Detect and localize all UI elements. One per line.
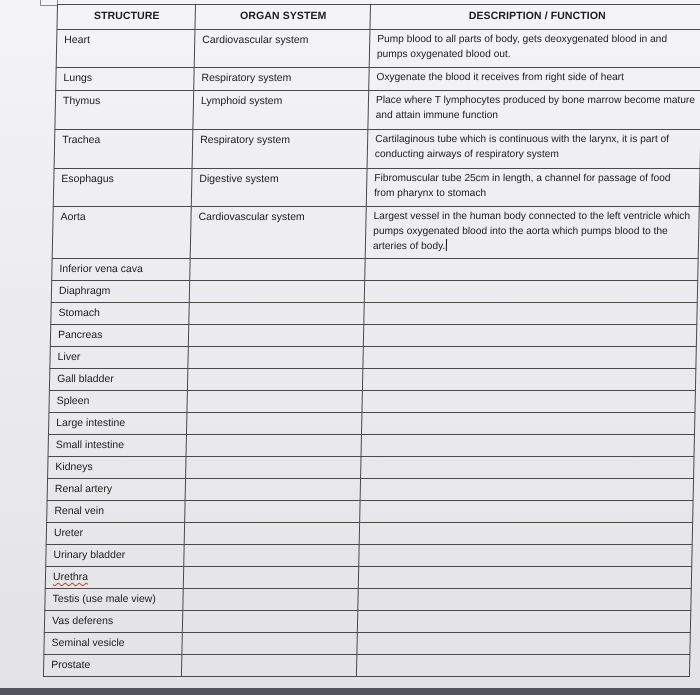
structure-text: Urinary bladder <box>53 549 126 561</box>
description-cell[interactable] <box>368 91 700 130</box>
description-cell[interactable] <box>358 567 691 589</box>
table-row <box>48 457 694 479</box>
organ-system-text: Respiratory system <box>200 134 291 146</box>
table-row <box>45 589 691 611</box>
structure-cell[interactable] <box>54 130 193 169</box>
description-cell[interactable] <box>369 30 700 68</box>
structure-cell[interactable] <box>47 479 185 501</box>
table-row <box>51 303 697 325</box>
table-row <box>50 325 696 347</box>
structure-text: Large intestine <box>56 417 126 429</box>
organ-system-cell[interactable] <box>187 369 362 391</box>
structure-cell[interactable] <box>55 91 194 130</box>
organ-system-cell[interactable] <box>191 169 367 207</box>
table-row <box>46 545 692 567</box>
header-row <box>57 5 700 30</box>
description-cell[interactable] <box>360 479 693 501</box>
description-cell[interactable] <box>358 589 691 611</box>
table-row <box>48 435 694 457</box>
structure-cell[interactable] <box>45 589 183 611</box>
table-row <box>46 523 692 545</box>
table-row <box>54 130 700 169</box>
description-text: Fibromuscular tube 25cm in length, a channel for passage of food from pharynx to stomach <box>373 173 671 199</box>
organ-system-cell[interactable] <box>184 523 359 545</box>
description-cell[interactable] <box>361 457 694 479</box>
description-cell[interactable] <box>357 611 690 633</box>
organ-system-cell[interactable] <box>186 413 361 435</box>
organ-system-cell[interactable] <box>186 457 361 479</box>
structure-cell[interactable] <box>51 281 189 303</box>
structure-text: Thymus <box>62 95 101 107</box>
structure-cell[interactable] <box>49 391 187 413</box>
structure-cell[interactable] <box>49 369 187 391</box>
organ-system-cell[interactable] <box>182 633 357 655</box>
organ-system-cell[interactable] <box>181 655 356 677</box>
structure-cell[interactable] <box>50 347 188 369</box>
structure-cell[interactable] <box>56 68 194 91</box>
organ-system-cell[interactable] <box>189 281 364 303</box>
table-row <box>48 413 694 435</box>
table-row <box>52 207 699 259</box>
header-structure: STRUCTURE <box>57 5 196 30</box>
organ-system-text: Lymphoid system <box>200 95 283 107</box>
organ-system-cell[interactable] <box>185 501 360 523</box>
structure-text: Spleen <box>56 395 90 407</box>
description-cell[interactable] <box>365 259 698 281</box>
table-row <box>43 655 689 677</box>
description-cell[interactable] <box>359 523 692 545</box>
structure-text: Lungs <box>63 72 93 84</box>
table-row <box>45 567 691 589</box>
organ-system-cell[interactable] <box>184 545 359 567</box>
description-cell[interactable] <box>362 369 695 391</box>
organ-system-text: Cardiovascular system <box>202 34 309 46</box>
description-cell[interactable] <box>363 347 696 369</box>
text-cursor <box>446 239 447 251</box>
structure-cell[interactable] <box>43 655 181 677</box>
table-row <box>52 259 698 281</box>
structure-text: Heart <box>64 34 91 46</box>
table-row <box>47 501 693 523</box>
structure-text: Prostate <box>51 659 91 671</box>
structure-cell[interactable] <box>46 545 184 567</box>
description-cell[interactable] <box>364 303 697 325</box>
organ-system-cell[interactable] <box>185 479 360 501</box>
description-cell[interactable] <box>356 655 689 677</box>
structure-text: Liver <box>57 351 81 363</box>
organ-system-cell[interactable] <box>194 30 370 68</box>
structure-text: Pancreas <box>57 329 103 341</box>
structure-cell[interactable] <box>53 169 192 207</box>
table-row <box>49 391 695 413</box>
organ-system-text: Digestive system <box>199 173 279 185</box>
organ-system-cell[interactable] <box>189 303 364 325</box>
structure-text: Renal artery <box>54 483 113 495</box>
organ-system-text: Cardiovascular system <box>198 211 305 223</box>
organ-system-cell[interactable] <box>187 391 362 413</box>
structure-cell[interactable] <box>48 435 186 457</box>
structure-text: Testis (use male view) <box>52 593 156 605</box>
structure-cell[interactable] <box>52 207 191 259</box>
organ-system-cell[interactable] <box>183 589 358 611</box>
structure-cell[interactable] <box>51 303 189 325</box>
structure-cell[interactable] <box>48 457 186 479</box>
structure-cell[interactable] <box>56 30 195 68</box>
organ-system-cell[interactable] <box>192 130 368 169</box>
table-body <box>43 30 700 677</box>
structure-text: Stomach <box>58 307 101 319</box>
structure-text: Vas deferens <box>51 615 114 627</box>
structure-cell[interactable] <box>52 259 190 281</box>
table-row <box>56 30 700 68</box>
table-row <box>47 479 693 501</box>
table-row <box>50 347 696 369</box>
description-cell[interactable] <box>360 501 693 523</box>
table-row <box>44 611 690 633</box>
table-row <box>53 169 700 207</box>
structure-text: Small intestine <box>55 439 125 451</box>
organ-system-cell[interactable] <box>188 347 363 369</box>
description-cell[interactable] <box>361 413 694 435</box>
description-cell[interactable] <box>365 207 699 259</box>
structure-text: Trachea <box>62 134 101 146</box>
table-row <box>44 633 690 655</box>
header-description: DESCRIPTION / FUNCTION <box>370 5 700 30</box>
structure-cell[interactable] <box>45 567 183 589</box>
structure-cell[interactable] <box>44 611 182 633</box>
structure-text: Renal vein <box>54 505 105 517</box>
description-cell[interactable] <box>366 169 700 207</box>
description-text: Largest vessel in the human body connected to the left ventricle which pumps oxygenated blood into the aorta which pumps blood to the arteries of body. <box>372 211 691 252</box>
organ-system-cell[interactable] <box>183 567 358 589</box>
structure-text: Ureter <box>53 527 84 539</box>
header-organ-system: ORGAN SYSTEM <box>195 5 371 30</box>
organ-system-cell[interactable] <box>190 207 366 259</box>
structure-text: Aorta <box>60 211 86 223</box>
description-cell[interactable] <box>359 545 692 567</box>
page-corner-mark <box>40 0 58 6</box>
organ-system-cell[interactable] <box>194 68 369 91</box>
structure-text: Gall bladder <box>57 373 114 385</box>
structure-cell[interactable] <box>46 523 184 545</box>
table-row <box>55 91 700 130</box>
structure-cell[interactable] <box>44 633 182 655</box>
description-text: Pump blood to all parts of body, gets deoxygenated blood in and pumps oxygenated blood out. <box>376 34 668 60</box>
structure-cell[interactable] <box>47 501 185 523</box>
structure-text: Seminal vesicle <box>51 637 125 649</box>
description-text: Oxygenate the blood it receives from right side of heart <box>376 72 625 83</box>
structure-text: Esophagus <box>61 173 115 185</box>
organ-system-cell[interactable] <box>193 91 369 130</box>
organ-table <box>43 4 700 677</box>
structure-text: Diaphragm <box>58 285 111 297</box>
table-row <box>56 68 700 91</box>
structure-cell[interactable] <box>48 413 186 435</box>
description-cell[interactable] <box>363 325 696 347</box>
organ-system-cell[interactable] <box>182 611 357 633</box>
description-text: Cartilaginous tube which is continuous with the larynx, it is part of conducting airways of respiratory system <box>374 134 670 160</box>
description-cell[interactable] <box>357 633 690 655</box>
description-cell[interactable] <box>361 435 694 457</box>
organ-system-text: Respiratory system <box>201 72 292 84</box>
organ-system-cell[interactable] <box>186 435 361 457</box>
page-bottom-edge <box>0 688 700 695</box>
description-cell[interactable] <box>362 391 695 413</box>
structure-text: Inferior vena cava <box>59 263 144 275</box>
table-row <box>49 369 695 391</box>
structure-text: Urethra <box>52 571 89 583</box>
description-text: Place where T lymphocytes produced by bone marrow become mature and attain immune function <box>375 95 696 121</box>
organ-system-cell[interactable] <box>190 259 365 281</box>
organ-system-cell[interactable] <box>188 325 363 347</box>
table-row <box>51 281 697 303</box>
structure-cell[interactable] <box>50 325 188 347</box>
description-cell[interactable] <box>367 130 700 169</box>
description-cell[interactable] <box>364 281 697 303</box>
structure-text: Kidneys <box>55 461 93 473</box>
description-cell[interactable] <box>369 68 700 91</box>
